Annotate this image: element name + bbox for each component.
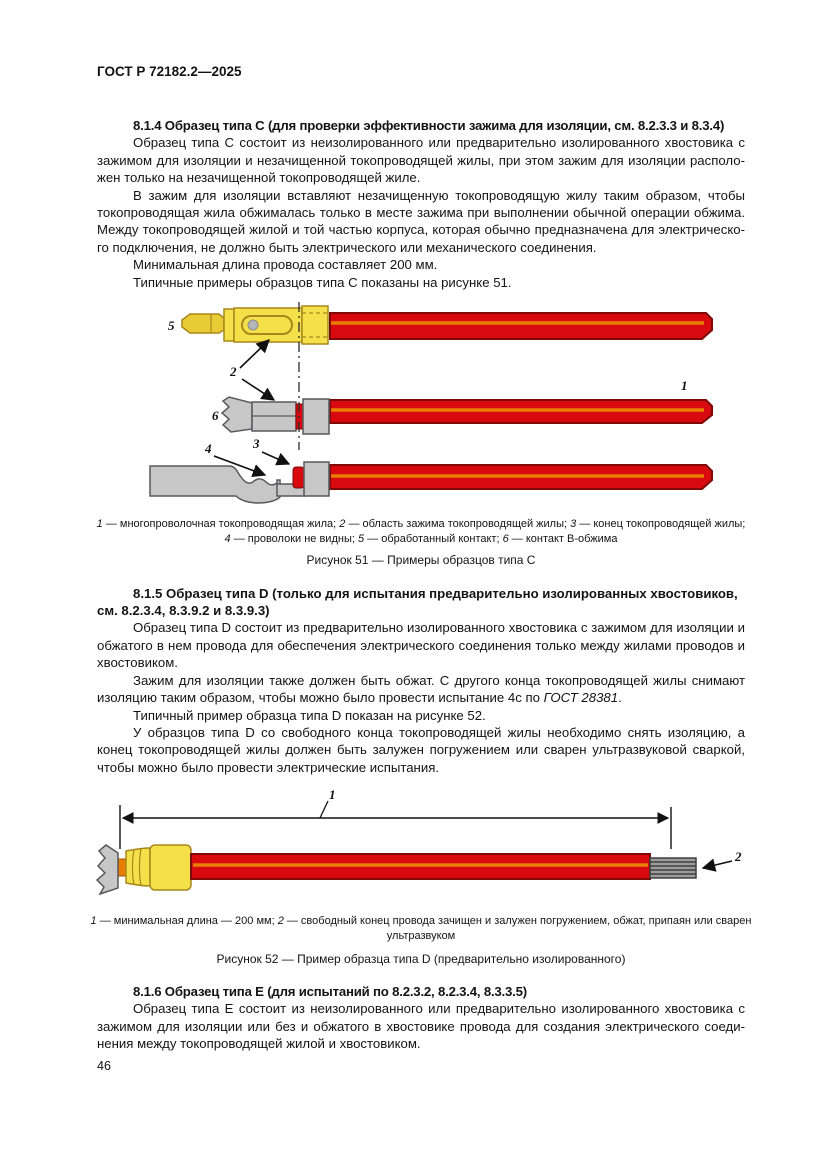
section-8-1-6-paragraph-1: Образец типа E состоит из неизолированного или предварительно изолированного хвостовика с зажимом для изоляции или без и обжатого в хвостовике провода для создания электрического соединения между токопроводящей жилой и хвостовиком.	[97, 1001, 745, 1051]
figure-51-legend-line-2: 4 — проволоки не видны; 5 — обработанный контакт; 6 — контакт B-обжима	[224, 532, 618, 545]
figure-51-diagram	[90, 300, 740, 515]
callout-1: 1	[681, 378, 688, 394]
dimension-line	[120, 805, 671, 849]
wire-body	[191, 854, 650, 879]
callout-2-arrow-up	[240, 340, 269, 368]
wire-sample-middle	[330, 400, 712, 423]
document-code: ГОСТ Р 72182.2—2025	[97, 64, 242, 79]
callout-3: 3	[253, 436, 260, 452]
section-8-1-6-heading: 8.1.6 Образец типа E (для испытаний по 8.2.3.2, 8.2.3.4, 8.3.3.5)	[133, 983, 527, 999]
callout-2-arrow-down	[242, 379, 274, 400]
callout-2: 2	[230, 364, 237, 380]
wire-sample-bottom	[330, 465, 712, 489]
section-8-1-4-paragraph-4: Типичные примеры образцов типа C показаны на рисунке 51.	[133, 274, 512, 290]
b-crimp-contact	[222, 397, 329, 434]
section-8-1-4-paragraph-3: Минимальная длина провода составляет 200 мм.	[133, 257, 438, 273]
callout-1-leader	[320, 801, 328, 818]
section-8-1-4-paragraph-2: В зажим для изоляции вставляют незачищенную токопроводящую жилу таким образом, чтобы токопроводящая жила обжималась только в месте зажима при выполнении обычной операции обжима. Между токопроводящей жилой и той частью корпуса, которая обычно предназначена для электрического подключения, не должно быть электрического или механического соединения.	[97, 187, 745, 255]
open-barrel-contact	[150, 462, 329, 503]
page-content	[90, 64, 752, 1074]
figure-51-caption: Рисунок 51 — Примеры образцов типа C	[306, 552, 536, 567]
callout-1: 1	[329, 787, 336, 803]
insulated-terminal	[97, 845, 191, 894]
section-8-1-5-paragraph-1: Образец типа D состоит из предварительно изолированного хвостовика с зажимом для изоляции и обжатого в нем провода для обеспечения электрического соединения только между жилами проводов и хвостовиком.	[97, 620, 745, 671]
figure-52-caption: Рисунок 52 — Пример образца типа D (предварительно изолированного)	[216, 951, 626, 966]
figure-52-diagram	[93, 781, 773, 906]
callout-4: 4	[205, 441, 212, 457]
section-8-1-5-paragraph-4: У образцов типа D со свободного конца токопроводящей жилы необходимо снять изоляцию, а конец токопроводящей жилы должен быть залужен погружением или сварен ультразвуковой сваркой, чтобы можно было провести электрические испытания.	[97, 724, 745, 775]
wire-sample-top	[330, 313, 712, 339]
section-8-1-4-paragraph-1: Образец типа C состоит из неизолированного или предварительно изолированного хвостовика с зажимом для изоляции и незачищенной токопроводящей жилы, при этом зажим для изоляции расположен только на незачищенной токопроводящей жиле.	[97, 135, 745, 186]
section-8-1-5-paragraph-2: Зажим для изоляции также должен быть обжат. С другого конца токопроводящей жилы снимают изоляцию таким образом, чтобы можно было провести испытание 4с по ГОСТ 28381.	[97, 672, 745, 706]
page-number: 46	[97, 1059, 111, 1074]
callout-5: 5	[168, 318, 175, 334]
callout-6: 6	[212, 408, 219, 424]
callout-3-arrow	[262, 452, 289, 464]
figure-51-legend	[71, 517, 771, 547]
figure-51-legend-line-1: 1 — многопроволочная токопроводящая жила; 2 — область зажима токопроводящей жилы; 3 — конец токопроводящей жилы;	[96, 518, 746, 531]
section-8-1-5-heading: 8.1.5 Образец типа D (только для испытания предварительно изолированных хвостовиков, см. 8.2.3.4, 8.3.9.2 и 8.3.9.3)	[97, 585, 738, 619]
section-8-1-4-heading: 8.1.4 Образец типа C (для проверки эффективности зажима для изоляции, см. 8.2.3.3 и 8.3.4)	[133, 118, 725, 133]
section-8-1-5-paragraph-3: Типичный пример образца типа D показан на рисунке 52.	[133, 707, 486, 723]
callout-2: 2	[735, 849, 742, 865]
machined-contact	[182, 306, 328, 344]
gost-reference: ГОСТ 28381	[543, 690, 619, 706]
figure-52-legend: 1 — минимальная длина — 200 мм; 2 — свободный конец провода зачищен и залужен погружением, обжат, припаян или сварен ультразвуком	[90, 915, 752, 942]
stripped-strands	[650, 858, 696, 878]
callout-2-arrow	[703, 861, 732, 868]
